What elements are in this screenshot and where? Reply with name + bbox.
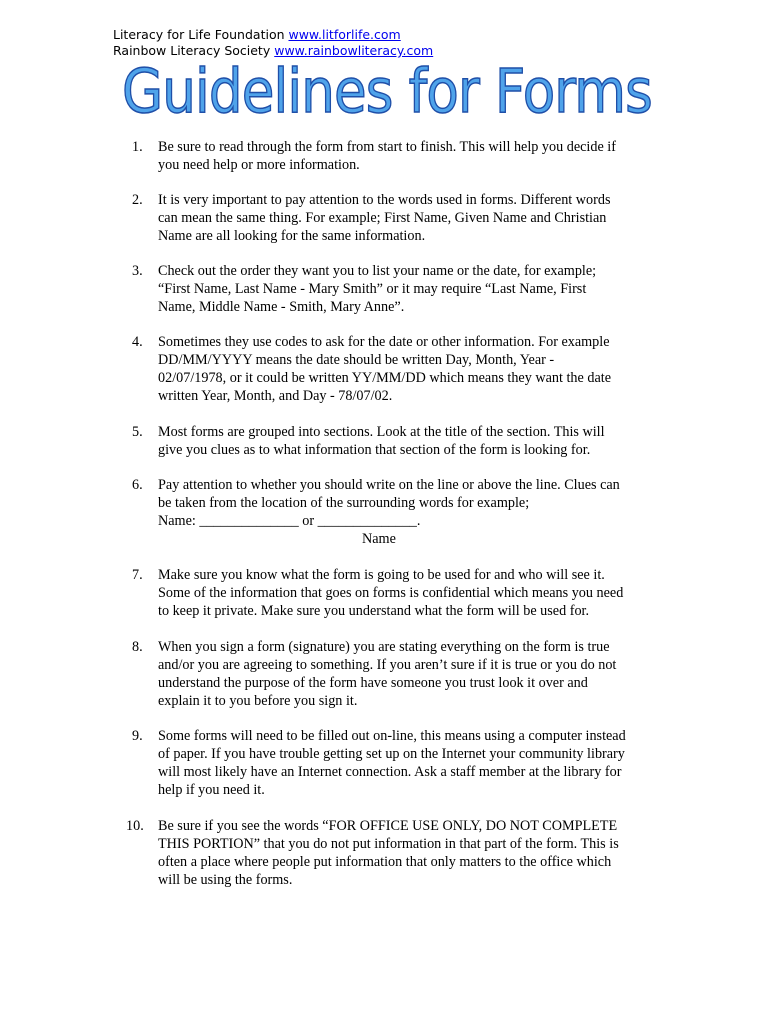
item-text: Pay attention to whether you should write on the line or above the line. Clues can be taken from the location of the surrounding words for example; Name: ______________ or ______________.	[158, 477, 620, 529]
item-text: Some forms will need to be filled out on-line, this means using a computer instead of paper. If you have trouble getting set up on the Internet your community library will most likely have an Internet connection. Ask a staff member at the library for help if you need it.	[158, 728, 626, 798]
item-text: Make sure you know what the form is going to be used for and who will see it. Some of the information that goes on forms is confidential which means you need to keep it private. Make sure you understand what the form will be used for.	[158, 567, 624, 619]
list-item	[132, 138, 660, 174]
item-text: Most forms are grouped into sections. Look at the title of the section. This will give you clues as to what information that section of the form is looking for.	[158, 424, 605, 458]
item-number: 2.	[132, 192, 143, 208]
item-text: Check out the order they want you to list your name or the date, for example; “First Name, Last Name - Mary Smith” or it may require “Last Name, First Name, Middle Name - Smith, Mary Anne”.	[158, 263, 597, 315]
item-number: 4.	[132, 334, 143, 350]
list-item	[132, 727, 660, 799]
item-text: Be sure if you see the words “FOR OFFICE USE ONLY, DO NOT COMPLETE THIS PORTION” that you do not put information in that part of the form. This is often a place where people put information that only matters to the office which will be using the forms.	[158, 818, 619, 888]
item-text: Sometimes they use codes to ask for the date or other information. For example DD/MM/YYYY means the date should be written Day, Month, Year - 02/07/1978, or it could be written YY/MM/DD which means they want the date written Year, Month, and Day - 78/07/02.	[158, 334, 611, 404]
page-title: Guidelines for Forms	[122, 56, 652, 127]
name-caption: Name	[362, 531, 396, 547]
item-number: 5.	[132, 424, 143, 440]
list-item	[132, 262, 660, 316]
item-text: When you sign a form (signature) you are stating everything on the form is true and/or you are agreeing to something. If you aren’t sure if it is true or you do not understand the purpose of the form have someone you trust look it over and explain it to you before you sign it.	[158, 639, 617, 709]
item-number: 3.	[132, 263, 143, 279]
item-number: 7.	[132, 567, 143, 583]
litforlife-link[interactable]: www.litforlife.com	[288, 27, 401, 42]
org-name-1: Literacy for Life Foundation	[113, 27, 289, 42]
item-number: 8.	[132, 639, 143, 655]
list-item	[132, 476, 660, 548]
rainbowliteracy-link[interactable]: www.rainbowliteracy.com	[274, 43, 434, 58]
list-item	[132, 566, 660, 620]
item-text: Be sure to read through the form from start to finish. This will help you decide if you need help or more information.	[158, 139, 616, 173]
item-number: 6.	[132, 477, 143, 493]
list-item	[132, 638, 660, 710]
header-line-1	[113, 27, 433, 43]
item-number: 1.	[132, 139, 143, 155]
item-number: 9.	[132, 728, 143, 744]
item-number: 10.	[126, 818, 144, 834]
org-name-2: Rainbow Literacy Society	[113, 43, 275, 58]
list-item	[132, 423, 660, 459]
list-item	[126, 817, 660, 889]
list-item	[132, 191, 660, 245]
list-item	[132, 333, 660, 405]
item-text: It is very important to pay attention to the words used in forms. Different words can mean the same thing. For example; First Name, Given Name and Christian Name are all looking for the same information.	[158, 192, 611, 244]
guidelines-list	[126, 138, 660, 889]
